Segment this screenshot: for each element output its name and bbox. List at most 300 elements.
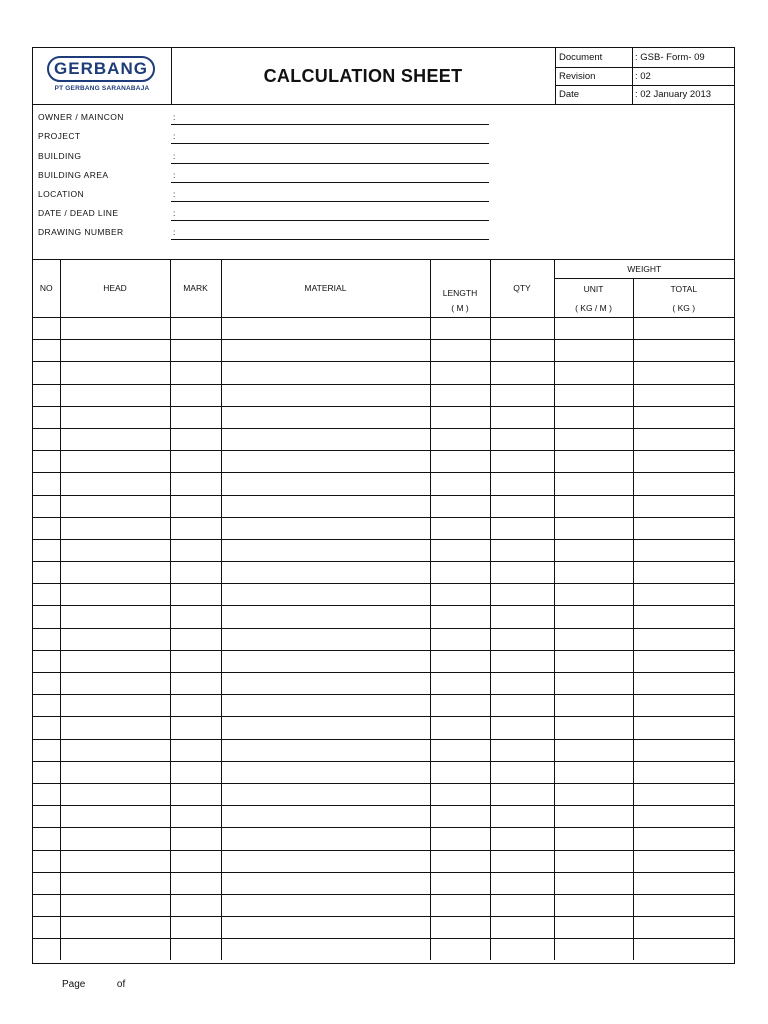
cell-no[interactable]	[33, 673, 60, 695]
of-label: of	[116, 979, 126, 990]
cell-mark[interactable]	[170, 695, 221, 717]
cell-no[interactable]	[33, 428, 60, 450]
cell-material[interactable]	[221, 939, 430, 961]
table-row	[33, 917, 734, 939]
cell-head[interactable]	[60, 584, 170, 606]
cell-head[interactable]	[60, 917, 170, 939]
cell-unit-weight[interactable]	[554, 584, 633, 606]
cell-total-weight[interactable]	[633, 340, 734, 362]
cell-no[interactable]	[33, 451, 60, 473]
cell-qty[interactable]	[490, 761, 554, 783]
table-row	[33, 340, 734, 362]
col-length-unit: ( M )	[430, 298, 490, 318]
cell-total-weight[interactable]	[633, 628, 734, 650]
cell-total-weight[interactable]	[633, 894, 734, 916]
meta-value: : 02 January 2013	[635, 89, 712, 101]
cell-unit-weight[interactable]	[554, 828, 633, 850]
cell-material[interactable]	[221, 340, 430, 362]
cell-head[interactable]	[60, 606, 170, 628]
cell-no[interactable]	[33, 562, 60, 584]
cell-length[interactable]	[430, 828, 490, 850]
col-material: MATERIAL	[221, 259, 430, 318]
cell-qty[interactable]	[490, 384, 554, 406]
cell-material[interactable]	[221, 428, 430, 450]
building-area-field[interactable]: :	[171, 168, 489, 183]
cell-unit-weight[interactable]	[554, 628, 633, 650]
cell-unit-weight[interactable]	[554, 717, 633, 739]
cell-unit-weight[interactable]	[554, 384, 633, 406]
cell-material[interactable]	[221, 673, 430, 695]
cell-unit-weight[interactable]	[554, 340, 633, 362]
cell-mark[interactable]	[170, 562, 221, 584]
cell-no[interactable]	[33, 695, 60, 717]
cell-mark[interactable]	[170, 495, 221, 517]
cell-qty[interactable]	[490, 473, 554, 495]
cell-length[interactable]	[430, 318, 490, 340]
project-field[interactable]: :	[171, 129, 489, 144]
cell-material[interactable]	[221, 318, 430, 340]
table-row	[33, 872, 734, 894]
cell-head[interactable]	[60, 850, 170, 872]
cell-material[interactable]	[221, 473, 430, 495]
info-label: OWNER / MAINCON	[38, 112, 124, 122]
cell-total-weight[interactable]	[633, 872, 734, 894]
meta-document	[555, 48, 735, 68]
cell-unit-weight[interactable]	[554, 695, 633, 717]
cell-mark[interactable]	[170, 318, 221, 340]
cell-length[interactable]	[430, 539, 490, 561]
cell-qty[interactable]	[490, 584, 554, 606]
cell-no[interactable]	[33, 406, 60, 428]
project-info	[33, 104, 734, 260]
cell-material[interactable]	[221, 384, 430, 406]
cell-total-weight[interactable]	[633, 695, 734, 717]
table-row	[33, 828, 734, 850]
cell-total-weight[interactable]	[633, 539, 734, 561]
cell-qty[interactable]	[490, 872, 554, 894]
cell-length[interactable]	[430, 761, 490, 783]
cell-total-weight[interactable]	[633, 939, 734, 961]
cell-material[interactable]	[221, 695, 430, 717]
cell-material[interactable]	[221, 606, 430, 628]
cell-unit-weight[interactable]	[554, 517, 633, 539]
cell-qty[interactable]	[490, 495, 554, 517]
cell-qty[interactable]	[490, 806, 554, 828]
cell-total-weight[interactable]	[633, 451, 734, 473]
table-row	[33, 562, 734, 584]
table-row	[33, 428, 734, 450]
col-mark: MARK	[170, 259, 221, 318]
cell-no[interactable]	[33, 850, 60, 872]
info-project	[33, 129, 734, 148]
info-drawing-number	[33, 225, 734, 244]
cell-material[interactable]	[221, 451, 430, 473]
cell-qty[interactable]	[490, 318, 554, 340]
cell-qty[interactable]	[490, 451, 554, 473]
cell-mark[interactable]	[170, 628, 221, 650]
cell-head[interactable]	[60, 695, 170, 717]
meta-key: Revision	[559, 70, 596, 82]
cell-qty[interactable]	[490, 695, 554, 717]
cell-material[interactable]	[221, 806, 430, 828]
table-row	[33, 939, 734, 961]
cell-total-weight[interactable]	[633, 650, 734, 672]
cell-no[interactable]	[33, 495, 60, 517]
cell-head[interactable]	[60, 872, 170, 894]
cell-unit-weight[interactable]	[554, 495, 633, 517]
col-head: HEAD	[60, 259, 170, 318]
info-owner	[33, 110, 734, 129]
cell-no[interactable]	[33, 539, 60, 561]
table-row	[33, 473, 734, 495]
meta-key: Document	[559, 52, 603, 63]
table-row	[33, 894, 734, 916]
cell-mark[interactable]	[170, 717, 221, 739]
company-logo	[33, 48, 172, 104]
cell-qty[interactable]	[490, 783, 554, 805]
cell-unit-weight[interactable]	[554, 783, 633, 805]
info-label: LOCATION	[38, 189, 85, 199]
calculation-sheet-form	[32, 47, 735, 964]
cell-mark[interactable]	[170, 650, 221, 672]
cell-material[interactable]	[221, 650, 430, 672]
cell-total-weight[interactable]	[633, 428, 734, 450]
col-unit: UNIT	[554, 279, 633, 299]
cell-mark[interactable]	[170, 340, 221, 362]
table-row	[33, 584, 734, 606]
cell-head[interactable]	[60, 761, 170, 783]
table-row	[33, 806, 734, 828]
cell-total-weight[interactable]	[633, 717, 734, 739]
cell-unit-weight[interactable]	[554, 539, 633, 561]
cell-mark[interactable]	[170, 406, 221, 428]
cell-total-weight[interactable]	[633, 828, 734, 850]
cell-total-weight[interactable]	[633, 606, 734, 628]
table-row	[33, 406, 734, 428]
cell-head[interactable]	[60, 828, 170, 850]
cell-material[interactable]	[221, 495, 430, 517]
cell-unit-weight[interactable]	[554, 562, 633, 584]
cell-mark[interactable]	[170, 451, 221, 473]
cell-no[interactable]	[33, 340, 60, 362]
col-qty: QTY	[490, 259, 554, 318]
cell-mark[interactable]	[170, 806, 221, 828]
cell-mark[interactable]	[170, 362, 221, 384]
table-row	[33, 318, 734, 340]
cell-total-weight[interactable]	[633, 783, 734, 805]
cell-total-weight[interactable]	[633, 495, 734, 517]
cell-material[interactable]	[221, 562, 430, 584]
cell-material[interactable]	[221, 761, 430, 783]
calculation-table	[33, 259, 734, 960]
cell-material[interactable]	[221, 517, 430, 539]
cell-qty[interactable]	[490, 939, 554, 961]
cell-length[interactable]	[430, 362, 490, 384]
table-row	[33, 761, 734, 783]
owner-field[interactable]: :	[171, 110, 489, 125]
cell-length[interactable]	[430, 473, 490, 495]
cell-head[interactable]	[60, 673, 170, 695]
cell-unit-weight[interactable]	[554, 451, 633, 473]
cell-unit-weight[interactable]	[554, 473, 633, 495]
cell-length[interactable]	[430, 428, 490, 450]
cell-head[interactable]	[60, 628, 170, 650]
cell-mark[interactable]	[170, 761, 221, 783]
cell-unit-weight[interactable]	[554, 318, 633, 340]
meta-date	[555, 85, 735, 104]
cell-material[interactable]	[221, 783, 430, 805]
cell-no[interactable]	[33, 362, 60, 384]
cell-length[interactable]	[430, 562, 490, 584]
cell-mark[interactable]	[170, 828, 221, 850]
cell-length[interactable]	[430, 406, 490, 428]
info-label: DATE / DEAD LINE	[38, 208, 119, 218]
cell-head[interactable]	[60, 650, 170, 672]
cell-total-weight[interactable]	[633, 517, 734, 539]
cell-no[interactable]	[33, 650, 60, 672]
cell-qty[interactable]	[490, 673, 554, 695]
cell-head[interactable]	[60, 939, 170, 961]
cell-unit-weight[interactable]	[554, 872, 633, 894]
cell-no[interactable]	[33, 717, 60, 739]
cell-qty[interactable]	[490, 917, 554, 939]
cell-no[interactable]	[33, 806, 60, 828]
cell-length[interactable]	[430, 939, 490, 961]
cell-head[interactable]	[60, 739, 170, 761]
cell-unit-weight[interactable]	[554, 428, 633, 450]
cell-total-weight[interactable]	[633, 850, 734, 872]
cell-no[interactable]	[33, 318, 60, 340]
cell-unit-weight[interactable]	[554, 650, 633, 672]
cell-qty[interactable]	[490, 562, 554, 584]
table-row	[33, 606, 734, 628]
table-row	[33, 384, 734, 406]
cell-head[interactable]	[60, 362, 170, 384]
cell-length[interactable]	[430, 872, 490, 894]
cell-no[interactable]	[33, 783, 60, 805]
cell-length[interactable]	[430, 517, 490, 539]
cell-no[interactable]	[33, 872, 60, 894]
table-row	[33, 673, 734, 695]
cell-qty[interactable]	[490, 828, 554, 850]
cell-material[interactable]	[221, 828, 430, 850]
page-footer	[62, 979, 125, 990]
cell-mark[interactable]	[170, 917, 221, 939]
cell-head[interactable]	[60, 384, 170, 406]
col-total-unit: ( KG )	[633, 298, 734, 318]
cell-unit-weight[interactable]	[554, 761, 633, 783]
cell-mark[interactable]	[170, 939, 221, 961]
cell-head[interactable]	[60, 428, 170, 450]
cell-length[interactable]	[430, 384, 490, 406]
cell-total-weight[interactable]	[633, 761, 734, 783]
col-total: TOTAL	[633, 279, 734, 299]
building-field[interactable]: :	[171, 149, 489, 164]
cell-total-weight[interactable]	[633, 562, 734, 584]
cell-head[interactable]	[60, 806, 170, 828]
deadline-field[interactable]: :	[171, 206, 489, 221]
cell-material[interactable]	[221, 872, 430, 894]
cell-material[interactable]	[221, 717, 430, 739]
cell-mark[interactable]	[170, 739, 221, 761]
cell-qty[interactable]	[490, 539, 554, 561]
cell-length[interactable]	[430, 783, 490, 805]
cell-mark[interactable]	[170, 584, 221, 606]
cell-length[interactable]	[430, 628, 490, 650]
cell-qty[interactable]	[490, 717, 554, 739]
cell-unit-weight[interactable]	[554, 673, 633, 695]
cell-qty[interactable]	[490, 517, 554, 539]
cell-total-weight[interactable]	[633, 806, 734, 828]
cell-head[interactable]	[60, 894, 170, 916]
cell-no[interactable]	[33, 384, 60, 406]
cell-total-weight[interactable]	[633, 739, 734, 761]
cell-head[interactable]	[60, 562, 170, 584]
page-label: Page	[62, 979, 86, 990]
cell-mark[interactable]	[170, 850, 221, 872]
cell-material[interactable]	[221, 539, 430, 561]
cell-mark[interactable]	[170, 428, 221, 450]
cell-total-weight[interactable]	[633, 318, 734, 340]
page-title: CALCULATION SHEET	[171, 48, 556, 104]
cell-total-weight[interactable]	[633, 362, 734, 384]
table-row	[33, 362, 734, 384]
cell-head[interactable]	[60, 406, 170, 428]
cell-length[interactable]	[430, 850, 490, 872]
cell-unit-weight[interactable]	[554, 894, 633, 916]
cell-head[interactable]	[60, 495, 170, 517]
cell-qty[interactable]	[490, 428, 554, 450]
cell-no[interactable]	[33, 761, 60, 783]
cell-total-weight[interactable]	[633, 473, 734, 495]
cell-material[interactable]	[221, 850, 430, 872]
cell-unit-weight[interactable]	[554, 939, 633, 961]
cell-mark[interactable]	[170, 384, 221, 406]
cell-qty[interactable]	[490, 850, 554, 872]
info-label: PROJECT	[38, 131, 81, 141]
cell-head[interactable]	[60, 451, 170, 473]
cell-head[interactable]	[60, 318, 170, 340]
cell-length[interactable]	[430, 340, 490, 362]
cell-no[interactable]	[33, 606, 60, 628]
cell-qty[interactable]	[490, 650, 554, 672]
cell-no[interactable]	[33, 473, 60, 495]
cell-no[interactable]	[33, 917, 60, 939]
cell-no[interactable]	[33, 739, 60, 761]
cell-unit-weight[interactable]	[554, 739, 633, 761]
cell-qty[interactable]	[490, 894, 554, 916]
table-row	[33, 495, 734, 517]
cell-total-weight[interactable]	[633, 584, 734, 606]
cell-length[interactable]	[430, 495, 490, 517]
cell-total-weight[interactable]	[633, 406, 734, 428]
drawing-number-field[interactable]: :	[171, 225, 489, 240]
cell-unit-weight[interactable]	[554, 362, 633, 384]
cell-qty[interactable]	[490, 739, 554, 761]
cell-qty[interactable]	[490, 340, 554, 362]
cell-length[interactable]	[430, 584, 490, 606]
col-weight: WEIGHT	[554, 259, 734, 279]
cell-unit-weight[interactable]	[554, 406, 633, 428]
meta-key: Date	[559, 89, 580, 101]
cell-unit-weight[interactable]	[554, 606, 633, 628]
cell-qty[interactable]	[490, 606, 554, 628]
info-location	[33, 187, 734, 206]
cell-length[interactable]	[430, 451, 490, 473]
cell-length[interactable]	[430, 894, 490, 916]
cell-qty[interactable]	[490, 362, 554, 384]
info-label: BUILDING	[38, 151, 82, 161]
cell-length[interactable]	[430, 673, 490, 695]
cell-unit-weight[interactable]	[554, 806, 633, 828]
cell-material[interactable]	[221, 917, 430, 939]
cell-no[interactable]	[33, 517, 60, 539]
info-building-area	[33, 168, 734, 187]
cell-no[interactable]	[33, 894, 60, 916]
cell-mark[interactable]	[170, 783, 221, 805]
table-row	[33, 650, 734, 672]
cell-head[interactable]	[60, 717, 170, 739]
cell-mark[interactable]	[170, 539, 221, 561]
document-meta	[555, 48, 735, 104]
cell-head[interactable]	[60, 539, 170, 561]
cell-qty[interactable]	[490, 406, 554, 428]
cell-length[interactable]	[430, 606, 490, 628]
cell-mark[interactable]	[170, 517, 221, 539]
table-row	[33, 695, 734, 717]
cell-unit-weight[interactable]	[554, 850, 633, 872]
cell-head[interactable]	[60, 340, 170, 362]
cell-no[interactable]	[33, 628, 60, 650]
meta-value: : 02	[635, 70, 651, 82]
cell-material[interactable]	[221, 628, 430, 650]
cell-head[interactable]	[60, 473, 170, 495]
cell-mark[interactable]	[170, 473, 221, 495]
cell-material[interactable]	[221, 584, 430, 606]
cell-length[interactable]	[430, 650, 490, 672]
cell-mark[interactable]	[170, 673, 221, 695]
location-field[interactable]: :	[171, 187, 489, 202]
cell-material[interactable]	[221, 739, 430, 761]
cell-head[interactable]	[60, 783, 170, 805]
cell-total-weight[interactable]	[633, 384, 734, 406]
cell-material[interactable]	[221, 894, 430, 916]
meta-value: : GSB- Form- 09	[635, 52, 705, 63]
cell-material[interactable]	[221, 406, 430, 428]
cell-length[interactable]	[430, 717, 490, 739]
cell-length[interactable]	[430, 695, 490, 717]
company-name: PT GERBANG SARANABAJA	[54, 85, 150, 92]
cell-total-weight[interactable]	[633, 917, 734, 939]
cell-length[interactable]	[430, 806, 490, 828]
cell-length[interactable]	[430, 739, 490, 761]
cell-mark[interactable]	[170, 606, 221, 628]
cell-no[interactable]	[33, 828, 60, 850]
cell-mark[interactable]	[170, 872, 221, 894]
info-label: DRAWING NUMBER	[38, 227, 124, 237]
cell-no[interactable]	[33, 584, 60, 606]
cell-no[interactable]	[33, 939, 60, 961]
cell-material[interactable]	[221, 362, 430, 384]
cell-head[interactable]	[60, 517, 170, 539]
cell-total-weight[interactable]	[633, 673, 734, 695]
cell-length[interactable]	[430, 917, 490, 939]
meta-revision	[555, 67, 735, 87]
cell-unit-weight[interactable]	[554, 917, 633, 939]
cell-qty[interactable]	[490, 628, 554, 650]
info-building	[33, 149, 734, 168]
cell-mark[interactable]	[170, 894, 221, 916]
